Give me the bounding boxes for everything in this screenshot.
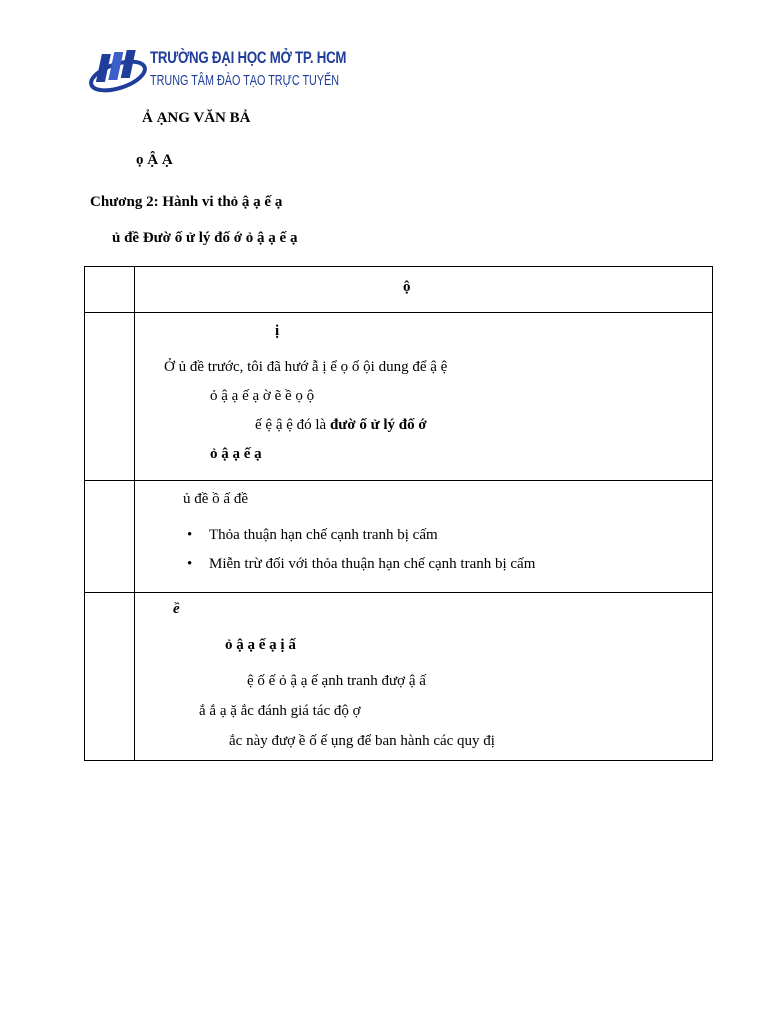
topic-item-1: Thỏa thuận hạn chế cạnh tranh bị cấm [209, 527, 438, 543]
logo-center-name: TRUNG TÂM ĐÀO TẠO TRỰC TUYẾN [150, 72, 340, 89]
table-header-cell [135, 267, 713, 313]
topic-item-2: Miễn trừ đối với thỏa thuận hạn chế cạnh tranh bị cấm [209, 556, 536, 572]
intro-line-1: Ở ủ đề trước, tôi đã hướ ẫ ị ể ọ ố ội dung để ậ ệ [164, 359, 448, 375]
bullet-marker: • [187, 556, 193, 572]
course-title: ọ Ậ Ạ [136, 152, 173, 168]
section-label: ề [173, 601, 180, 617]
table-row [85, 313, 713, 481]
section-line-1: ệ ố ế ỏ ậ ạ ế ạnh tranh đượ ậ ấ [247, 673, 426, 689]
table-header-row [85, 267, 713, 313]
table-cell [85, 593, 135, 761]
intro-label: ị [275, 323, 280, 339]
intro-line-4: ỏ ậ ạ ế ạ [210, 446, 262, 462]
section-cell [135, 593, 713, 761]
logo-university-name: TRƯỜNG ĐẠI HỌC MỞ TP. HCM [150, 48, 347, 67]
table-row [85, 593, 713, 761]
section-line-3: ắc này đượ ề ố ế ụng để ban hành các quy đị [229, 733, 495, 749]
topics-cell [135, 481, 713, 593]
table-row [85, 481, 713, 593]
topics-intro: ủ đề ồ ấ đề [183, 491, 248, 507]
university-logo [88, 44, 347, 96]
book-emblem-icon [88, 44, 150, 96]
section-line-2: ắ ắ ạ ặ ắc đánh giá tác độ ợ [199, 703, 361, 719]
document-title: Ả ẠNG VĂN BẢ [142, 110, 251, 126]
table-cell [85, 481, 135, 593]
intro-line-3 [255, 417, 427, 434]
table-cell [85, 267, 135, 313]
intro-line-2: ỏ ậ ạ ế ạ ờ ẽ ề ọ ộ [210, 388, 315, 404]
header-text: ộ [403, 279, 411, 295]
section-heading: ỏ ậ ạ ế ạ ị ấ [225, 637, 296, 653]
bullet-marker: • [187, 527, 193, 543]
table-cell [85, 313, 135, 481]
intro-cell [135, 313, 713, 481]
content-table [84, 266, 713, 761]
intro-line-3-bold: đườ ố ử lý đố ớ [329, 417, 427, 433]
topic-heading: ủ đề Đườ ố ử lý đố ớ ỏ ậ ạ ế ạ [112, 230, 298, 246]
chapter-heading: Chương 2: Hành vi thỏ ậ ạ ế ạ [90, 194, 283, 210]
intro-line-3-text: ế ệ ậ ệ đó là [255, 417, 327, 433]
